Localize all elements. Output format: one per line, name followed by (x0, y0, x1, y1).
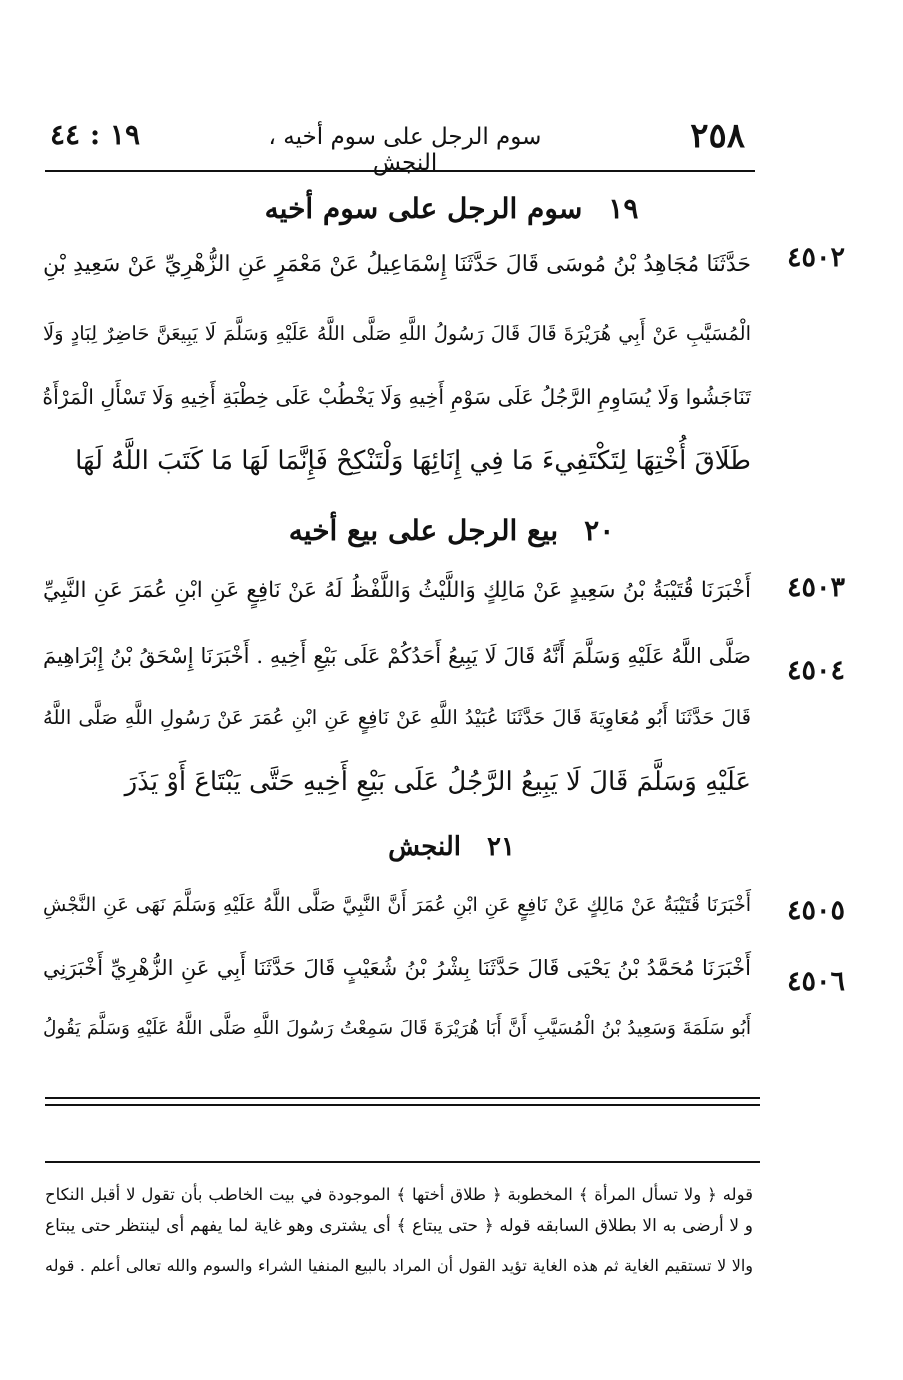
footnote-line: و لا أرضى به الا بطلاق السابقه قوله ﴿ حتى يبتاع ﴾ أى يشترى وهو غاية لما يفهم أى لينتظر حتى يبتاع (45, 1216, 753, 1236)
section-number: ١٩ (608, 192, 639, 225)
text-line: قَالَ حَدَّثَنَا أَبُو مُعَاوِيَةَ قَالَ حَدَّثَنَا عُبَيْدُ اللَّهِ عَنْ نَافِعٍ عَنِ ابْنِ عُمَرَ عَنْ رَسُولِ اللَّهِ صَلَّى اللَّهُ (43, 706, 751, 729)
text-line: أَخْبَرَنَا قُتَيْبَةُ عَنْ مَالِكٍ عَنْ نَافِعٍ عَنِ ابْنِ عُمَرَ أَنَّ النَّبِيَّ صَلَّى اللَّهُ عَلَيْهِ وَسَلَّمَ نَهَى عَنِ النَّجْشِ (43, 894, 751, 916)
text-line: أَبُو سَلَمَةَ وَسَعِيدُ بْنُ الْمُسَيَّبِ أَنَّ أَبَا هُرَيْرَةَ قَالَ سَمِعْتُ رَسُولَ اللَّهِ صَلَّى اللَّهُ عَلَيْهِ وَسَلَّمَ يَقُولُ (43, 1018, 751, 1039)
section-title: النجش (388, 832, 461, 862)
separator-rule (45, 1104, 760, 1106)
text-line: عَلَيْهِ وَسَلَّمَ قَالَ لَا يَبِيعُ الرَّجُلُ عَلَى بَيْعِ أَخِيهِ حَتَّى يَبْتَاعَ أَوْ يَذَرَ (124, 767, 751, 797)
section-title: سوم الرجل على سوم أخيه (264, 192, 583, 225)
running-title: سوم الرجل على سوم أخيه ، النجش (268, 124, 542, 176)
chapter-range: ١٩ : ٤٤ (50, 118, 140, 151)
text-line: تَنَاجَشُوا وَلَا يُسَاوِمِ الرَّجُلُ عَلَى سَوْمِ أَخِيهِ وَلَا يَخْطُبْ عَلَى خِطْبَةِ أَخِيهِ وَلَا تَسْأَلِ الْمَرْأَةُ (42, 385, 751, 409)
text-line: طَلَاقَ أُخْتِهَا لِتَكْتَفِيءَ مَا فِي إِنَائِهَا وَلْتَنْكِحْ فَإِنَّمَا لَهَا مَا كَتَبَ اللَّهُ لَهَا (75, 446, 751, 476)
text-line: حَدَّثَنَا مُجَاهِدُ بْنُ مُوسَى قَالَ حَدَّثَنَا إِسْمَاعِيلُ عَنْ مَعْمَرٍ عَنِ الزُّهْرِيِّ عَنْ سَعِيدِ بْنِ (43, 252, 751, 277)
section-heading (0, 832, 903, 862)
section-title: بيع الرجل على بيع أخيه (288, 514, 559, 547)
footnote-line: والا لا تستقيم الغاية ثم هذه الغاية تؤيد القول أن المراد بالبيع المنفيا الشراء والسوم والله تعالى أعلم . قوله (45, 1256, 754, 1275)
page-number: ٢٥٨ (690, 116, 745, 156)
footnote-line: قوله ﴿ ولا تسأل المرأة ﴾ المخطوبة ﴿ طلاق أختها ﴾ الموجودة في بيت الخاطب بأن تقول لا أقبل النكاح (45, 1185, 753, 1204)
hadith-number: ٤٥٠٣ (786, 572, 845, 603)
text-line: أَخْبَرَنَا مُحَمَّدُ بْنُ يَحْيَى قَالَ حَدَّثَنَا بِشْرُ بْنُ شُعَيْبٍ قَالَ حَدَّثَنَا أَبِي عَنِ الزُّهْرِيِّ أَخْبَرَنِي (43, 956, 751, 980)
text-line: صَلَّى اللَّهُ عَلَيْهِ وَسَلَّمَ أَنَّهُ قَالَ لَا يَبِيعُ أَحَدُكُمْ عَلَى بَيْعِ أَخِيهِ . أَخْبَرَنَا إِسْحَقُ بْنُ إِبْرَاهِيمَ (43, 644, 751, 668)
hadith-number: ٤٥٠٤ (786, 655, 845, 686)
hadith-number: ٤٥٠٦ (786, 966, 845, 997)
section-number: ٢٠ (584, 514, 615, 547)
text-line: الْمُسَيَّبِ عَنْ أَبِي هُرَيْرَةَ قَالَ قَالَ رَسُولُ اللَّهِ صَلَّى اللَّهُ عَلَيْهِ وَسَلَّمَ لَا يَبِيعَنَّ حَاضِرٌ لِبَادٍ وَلَا (43, 322, 751, 345)
section-heading (0, 192, 903, 225)
separator-rule (45, 1097, 760, 1099)
header-rule (45, 170, 755, 172)
hadith-number: ٤٥٠٥ (786, 895, 845, 926)
text-line: أَخْبَرَنَا قُتَيْبَةُ بْنُ سَعِيدٍ عَنْ مَالِكٍ وَاللَّيْثُ وَاللَّفْظُ لَهُ عَنْ نَافِعٍ عَنِ ابْنِ عُمَرَ عَنِ النَّبِيِّ (43, 578, 751, 603)
hadith-number: ٤٥٠٢ (786, 242, 845, 273)
section-heading (0, 514, 903, 547)
section-number: ٢١ (486, 832, 515, 862)
footnote-rule (45, 1161, 760, 1163)
